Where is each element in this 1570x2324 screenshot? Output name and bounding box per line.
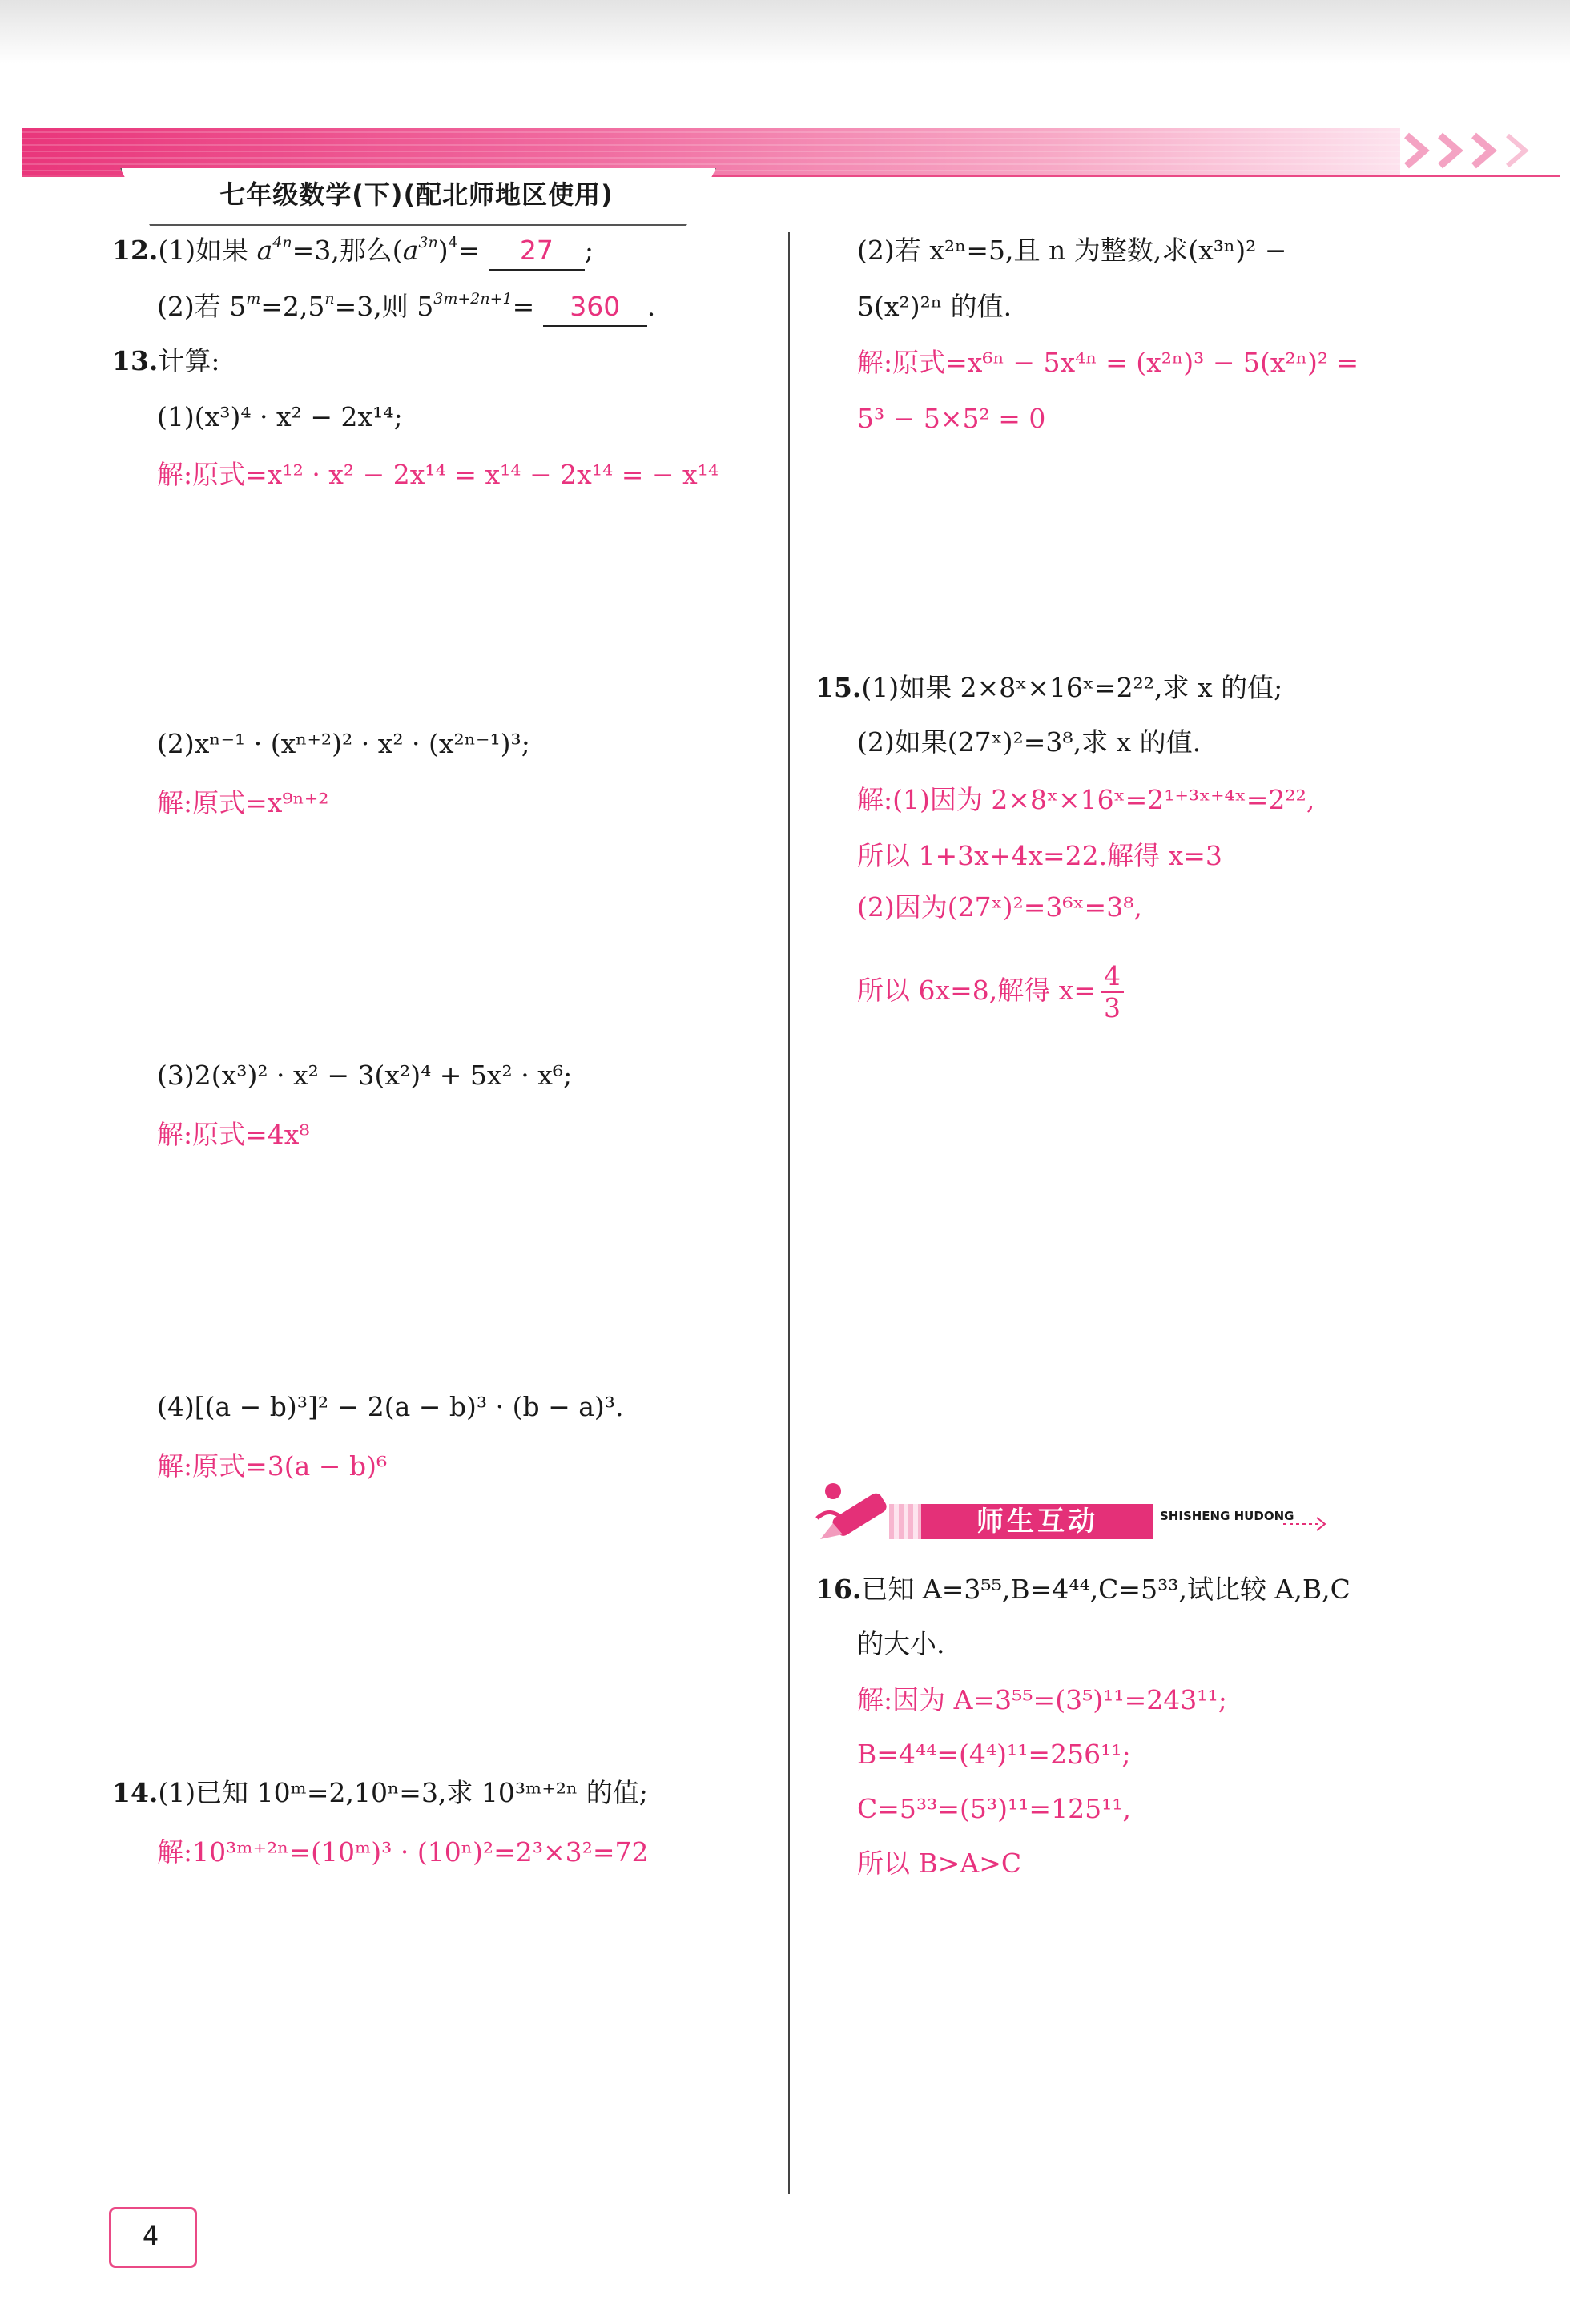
q13-part2-answer: 解:原式=x⁹ⁿ⁺²	[157, 787, 329, 818]
text: 计算:	[158, 345, 220, 376]
q16-answer-4: 所以 B>A>C	[857, 1848, 1022, 1879]
q14-part2-cont: 5(x²)²ⁿ 的值.	[857, 291, 1012, 322]
exponent: 3n	[418, 234, 438, 251]
q12-part2	[157, 288, 655, 327]
chevron-right-icon	[1434, 132, 1471, 169]
q13-part3-answer: 解:原式=4x⁸	[157, 1119, 310, 1150]
q13-title	[112, 343, 220, 380]
q14-part1	[112, 1775, 648, 1811]
text: a	[256, 235, 273, 266]
chevron-right-icon	[1400, 132, 1437, 169]
q16-part2: 的大小.	[857, 1628, 945, 1659]
q12-part1	[112, 232, 594, 271]
header-band-stripes	[22, 131, 1400, 171]
q15-answer-2: 所以 1+3x+4x=22.解得 x=3	[857, 840, 1222, 871]
exponent: m	[246, 290, 261, 308]
exponent: 4	[448, 234, 458, 251]
fraction-numerator: 4	[1101, 961, 1124, 993]
question-number: 12.	[112, 235, 159, 266]
fraction-denominator: 3	[1103, 992, 1121, 1023]
q16-part1	[815, 1571, 1351, 1608]
chevron-right-icon	[1467, 132, 1504, 169]
page-number: 4	[142, 2221, 159, 2251]
q13-part1: (1)(x³)⁴ · x² − 2x¹⁴;	[157, 401, 403, 432]
q15-answer-1: 解:(1)因为 2×8ˣ×16ˣ=2¹⁺³ˣ⁺⁴ˣ=2²²,	[857, 784, 1315, 815]
q13-part4-answer: 解:原式=3(a − b)⁶	[157, 1450, 388, 1482]
answer-blank[interactable]: 27	[489, 232, 585, 271]
q15-part1	[815, 669, 1282, 706]
q15-answer-3: (2)因为(27ˣ)²=3⁶ˣ=3⁸,	[857, 891, 1142, 923]
chevron-right-icon	[1501, 132, 1538, 169]
fraction	[1101, 961, 1124, 1023]
exponent: 4n	[272, 234, 292, 251]
q15-answer-4	[857, 961, 1124, 1023]
text: (2)若 5	[157, 291, 247, 322]
text: =	[512, 291, 535, 322]
q13-part1-answer: 解:原式=x¹² · x² − 2x¹⁴ = x¹⁴ − 2x¹⁴ = − x¹⁴	[157, 459, 719, 490]
section-title: 师生互动	[921, 1504, 1153, 1539]
q16-answer-2: B=4⁴⁴=(4⁴)¹¹=256¹¹;	[857, 1739, 1131, 1770]
section-header	[809, 1474, 1338, 1554]
scan-top-shadow	[0, 0, 1570, 64]
q14-part2-answer: 解:原式=x⁶ⁿ − 5x⁴ⁿ = (x²ⁿ)³ − 5(x²ⁿ)² =	[857, 347, 1359, 378]
text: )	[437, 235, 449, 266]
q13-part2: (2)xⁿ⁻¹ · (xⁿ⁺²)² · x² · (x²ⁿ⁻¹)³;	[157, 728, 530, 759]
text: 已知 A=3⁵⁵,B=4⁴⁴,C=5³³,试比较 A,B,C	[861, 1574, 1351, 1605]
book-title: 七年级数学(下)(配北师地区使用)	[219, 179, 614, 210]
text: a	[402, 235, 419, 266]
q13-part4: (4)[(a − b)³]² − 2(a − b)³ · (b − a)³.	[157, 1391, 624, 1422]
q14-part1-answer: 解:10³ᵐ⁺²ⁿ=(10ᵐ)³ · (10ⁿ)²=2³×3²=72	[157, 1836, 649, 1868]
text: =3,那么(	[292, 235, 403, 266]
exponent: n	[324, 290, 335, 308]
text: =2,5	[260, 291, 325, 322]
answer-blank[interactable]: 360	[543, 288, 647, 327]
section-subtitle: SHISHENG HUDONG	[1160, 1509, 1294, 1523]
question-number: 16.	[815, 1574, 862, 1605]
q16-answer-3: C=5³³=(5³)¹¹=125¹¹,	[857, 1793, 1132, 1824]
column-divider	[788, 232, 790, 2194]
q14-part2: (2)若 x²ⁿ=5,且 n 为整数,求(x³ⁿ)² −	[857, 235, 1287, 266]
question-number: 13.	[112, 345, 159, 376]
arrow-right-icon	[1282, 1514, 1330, 1534]
question-number: 15.	[815, 672, 862, 703]
text: 所以 6x=8,解得 x=	[857, 975, 1096, 1006]
text: ;	[584, 235, 594, 266]
text: (1)如果 2×8ˣ×16ˣ=2²²,求 x 的值;	[861, 672, 1283, 703]
text: =3,则 5	[334, 291, 434, 322]
exponent: 3m+2n+1	[433, 290, 513, 308]
pencil-icon	[809, 1474, 897, 1554]
question-number: 14.	[112, 1777, 159, 1808]
text: (1)如果	[158, 235, 257, 266]
q15-part2: (2)如果(27ˣ)²=3⁸,求 x 的值.	[857, 726, 1202, 758]
text: =	[457, 235, 481, 266]
q13-part3: (3)2(x³)² · x² − 3(x²)⁴ + 5x² · x⁶;	[157, 1059, 573, 1091]
text: (1)已知 10ᵐ=2,10ⁿ=3,求 10³ᵐ⁺²ⁿ 的值;	[158, 1777, 648, 1808]
text: .	[646, 291, 656, 322]
q16-answer-1: 解:因为 A=3⁵⁵=(3⁵)¹¹=243¹¹;	[857, 1684, 1227, 1715]
q14-part2-answer-cont: 5³ − 5×5² = 0	[857, 403, 1046, 434]
